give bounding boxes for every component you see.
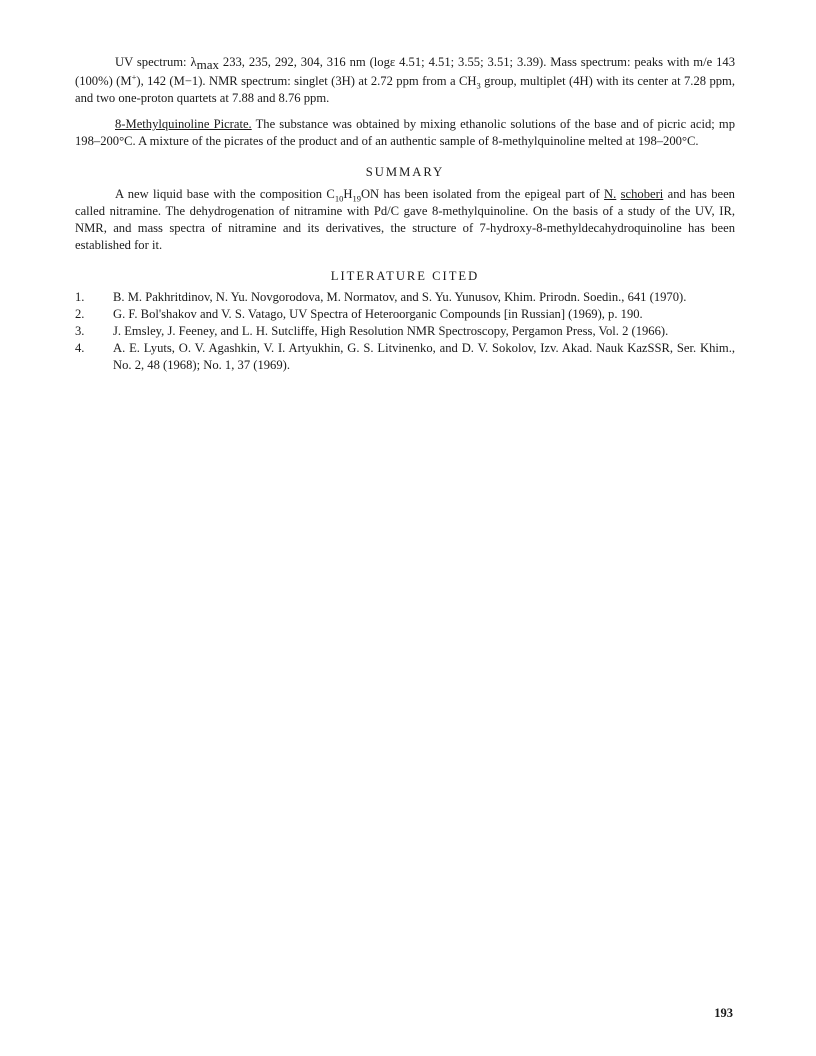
reference-text: B. M. Pakhritdinov, N. Yu. Novgorodova, M. Normatov, and S. Yu. Yunusov, Khim. Prirodn. Soedin., 641 (1970).: [113, 290, 687, 304]
reference-item: [75, 306, 735, 323]
summary-heading: SUMMARY: [365, 165, 445, 179]
reference-text: J. Emsley, J. Feeney, and L. H. Sutcliffe, High Resolution NMR Spectroscopy, Pergamon Press, Vol. 2 (1966).: [113, 324, 669, 338]
reference-number: 2.: [75, 307, 85, 321]
uv-spectrum-paragraph: UV spectrum: λmax 233, 235, 292, 304, 316 nm (logε 4.51; 4.51; 3.55; 3.51; 3.39). Mass spectrum: peaks with m/e 143 (100%) (M+), 142 (M−1). NMR spectrum: singlet (3H) at 2.72 ppm from a $CH_3$ group, multiplet (4H) with its center at 7.28 ppm, and two one-proton quartets at 7.88 and 8.76 ppm.: [75, 55, 736, 105]
reference-number: 4.: [75, 341, 85, 355]
reference-list: [75, 289, 735, 374]
summary-paragraph: A new liquid base with the composition $C_{10}H_{19}ON$ has been isolated from the epigeal part of N. schoberi and has been called nitramine. The dehydrogenation of nitramine with Pd/C gave 8-methylquinoline. On the basis of a study of the UV, IR, NMR, and mass spectra of nitramine and its derivatives, the structure of 7-hydroxy-8-methyldecahydroquinoline has been established for it.: [75, 187, 735, 252]
reference-text: G. F. Bol'shakov and V. S. Vatago, UV Spectra of Heteroorganic Compounds [in Russian] (1969), p. 190.: [113, 307, 643, 321]
reference-number: 1.: [75, 290, 85, 304]
page-number: 193: [714, 1006, 733, 1020]
picrate-paragraph: 8-Methylquinoline Picrate. The substance was obtained by mixing ethanolic solutions of the base and of picric acid; mp 198–200°C. A mixture of the picrates of the product and of an authentic sample of 8-methylquinoline melted at 198–200°C.: [75, 117, 735, 148]
picrate-heading: 8-Methylquinoline Picrate.: [115, 117, 252, 131]
reference-text: A. E. Lyuts, O. V. Agashkin, V. I. Artyukhin, G. S. Litvinenko, and D. V. Sokolov, Izv. Akad. Nauk KazSSR, Ser. Khim., No. 2, 48 (1968); No. 1, 37 (1969).: [113, 341, 735, 372]
species-name: schoberi: [620, 187, 664, 201]
reference-item: [75, 289, 735, 306]
reference-item: [75, 323, 735, 340]
page-body: [75, 54, 735, 374]
reference-item: [75, 340, 735, 374]
species-abbreviation: N.: [604, 187, 617, 201]
literature-cited-heading: LITERATURE CITED: [330, 269, 480, 283]
reference-number: 3.: [75, 324, 85, 338]
